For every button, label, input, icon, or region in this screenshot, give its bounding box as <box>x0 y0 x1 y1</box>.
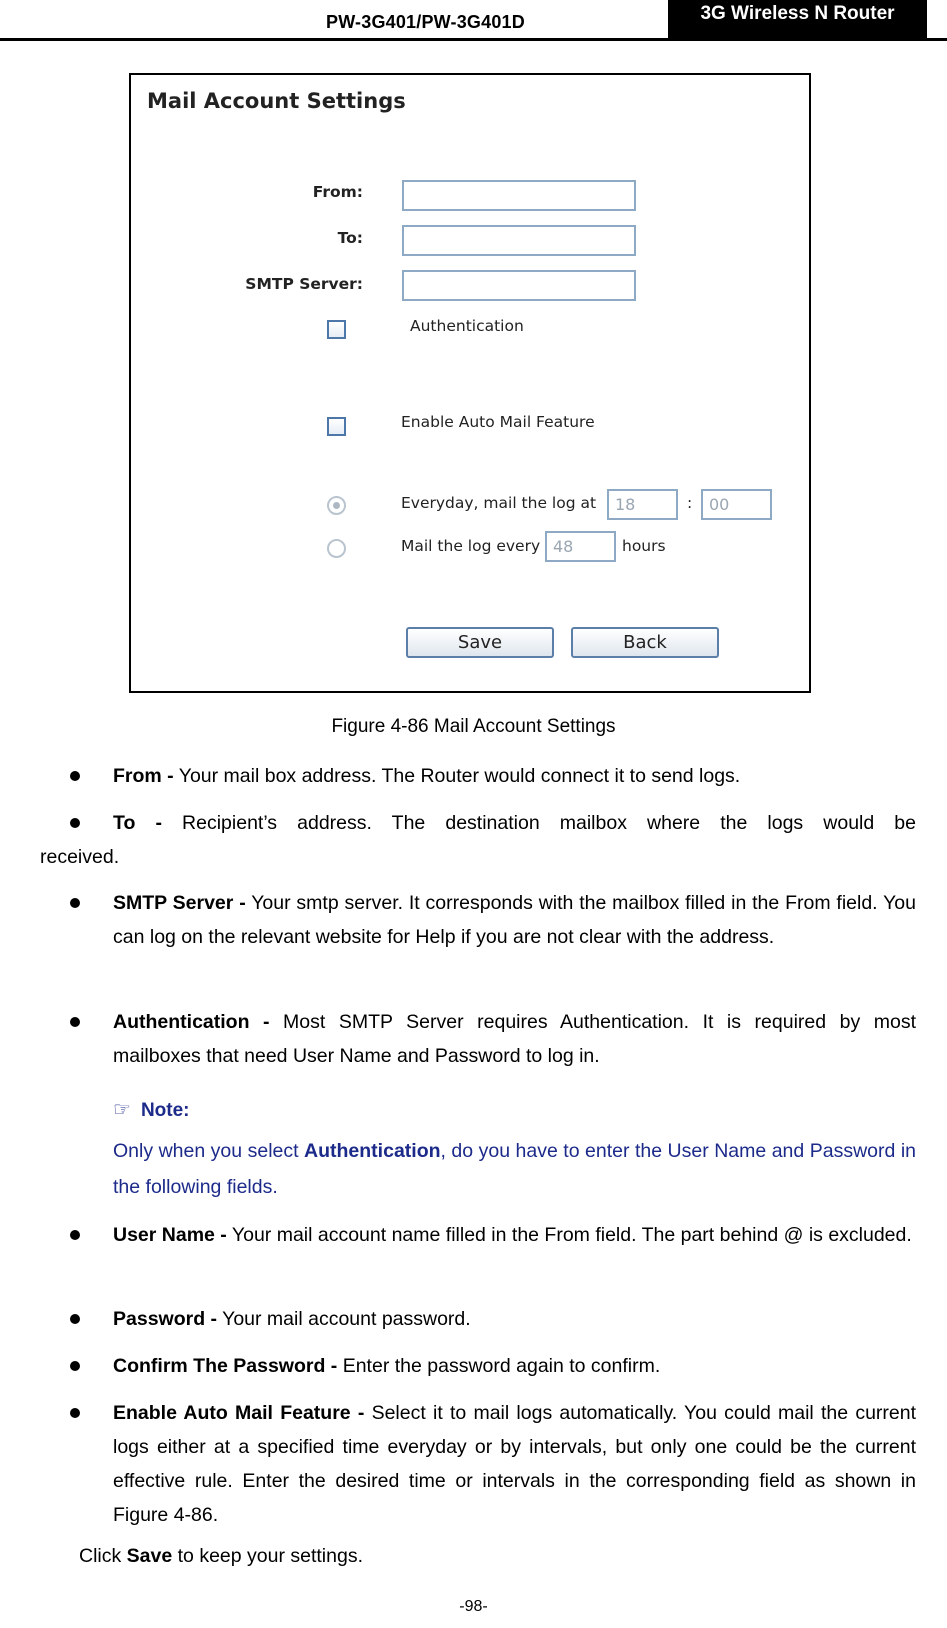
click-text: Click <box>79 1545 127 1567</box>
term-password: Password - <box>113 1308 218 1330</box>
back-button[interactable]: Back <box>571 627 719 658</box>
hours-label: hours <box>622 537 666 555</box>
header-product-tab <box>668 0 927 38</box>
authentication-checkbox[interactable] <box>327 320 346 339</box>
bullet <box>70 818 80 828</box>
mail-account-settings-panel <box>129 73 811 693</box>
term-smtp: SMTP Server - <box>113 892 246 914</box>
item-password <box>113 1302 916 1336</box>
desc-confirm-password: Enter the password again to confirm. <box>337 1355 661 1377</box>
term-to: To - <box>113 812 162 834</box>
note-heading <box>113 1097 190 1122</box>
panel-title: Mail Account Settings <box>147 89 406 113</box>
minute-input[interactable] <box>701 489 772 520</box>
bullet <box>70 1361 80 1371</box>
smtp-server-label: SMTP Server: <box>245 275 363 293</box>
term-confirm-password: Confirm The Password - <box>113 1355 338 1377</box>
desc-authentication: Most SMTP Server requires Authentication. It is required by most mailboxes that need User Name and Password to log in. <box>113 1011 916 1067</box>
auto-mail-checkbox[interactable] <box>327 417 346 436</box>
note-text <box>113 1133 916 1205</box>
note-title: Note: <box>140 1100 190 1121</box>
desc-from: Your mail box address. The Router would connect it to send logs. <box>173 765 741 787</box>
interval-label: Mail the log every <box>401 537 541 555</box>
item-smtp <box>113 886 916 954</box>
header-product: 3G Wireless N Router <box>700 3 895 24</box>
bullet <box>70 1017 80 1027</box>
note-text-part: , do you have to enter the User Name and Password in the following fields. <box>113 1140 917 1198</box>
to-label: To: <box>337 229 363 247</box>
item-user-name <box>113 1218 916 1252</box>
bullet <box>70 898 80 908</box>
time-colon: : <box>687 494 693 512</box>
hour-input[interactable] <box>607 489 678 520</box>
click-save-instruction <box>79 1545 363 1568</box>
interval-input[interactable] <box>545 531 616 562</box>
desc-smtp: Your smtp server. It corresponds with the mailbox filled in the From field. You can log on the relevant website for Help if you are not clear with the address. <box>113 892 916 948</box>
header-divider <box>666 3 668 38</box>
everyday-radio[interactable] <box>327 496 346 515</box>
from-label: From: <box>312 183 363 201</box>
header-model: PW-3G401/PW-3G401D <box>326 12 525 32</box>
auto-mail-label: Enable Auto Mail Feature <box>401 413 595 431</box>
bullet <box>70 1408 80 1418</box>
figure-caption: Figure 4-86 Mail Account Settings <box>331 716 616 737</box>
item-auto-mail <box>113 1396 916 1532</box>
item-authentication <box>113 1005 916 1073</box>
to-input[interactable] <box>402 225 636 256</box>
item-to-continuation: received. <box>40 846 120 868</box>
note-text-bold: Authentication <box>304 1140 441 1162</box>
desc-auto-mail: Select it to mail logs automatically. You could mail the current logs either at a specified time everyday or by intervals, but only one could be the current effective rule. Enter the desired time or intervals in the corresponding field as shown in Figure 4-86. <box>113 1402 917 1526</box>
term-from: From - <box>113 765 174 787</box>
bullet <box>70 771 80 781</box>
smtp-server-input[interactable] <box>402 270 636 301</box>
page-number: -98- <box>459 1598 488 1615</box>
page-header <box>0 0 947 42</box>
click-save-bold: Save <box>126 1545 173 1567</box>
header-rule <box>0 38 947 41</box>
click-text: to keep your settings. <box>172 1545 363 1567</box>
desc-to: Recipient’s address. The destination mailbox where the logs would be <box>161 812 916 834</box>
desc-password: Your mail account password. <box>217 1308 471 1330</box>
pointing-hand-icon: ☞ <box>113 1099 131 1121</box>
item-to <box>113 806 916 840</box>
interval-radio[interactable] <box>327 539 346 558</box>
desc-user-name: Your mail account name filled in the From field. The part behind @ is excluded. <box>226 1224 912 1246</box>
bullet <box>70 1230 80 1240</box>
from-input[interactable] <box>402 180 636 211</box>
everyday-label: Everyday, mail the log at <box>401 494 597 512</box>
authentication-label: Authentication <box>410 317 524 335</box>
term-user-name: User Name - <box>113 1224 227 1246</box>
note-text-part: Only when you select <box>113 1140 305 1162</box>
term-authentication: Authentication - <box>113 1011 270 1033</box>
item-confirm-password <box>113 1349 916 1383</box>
bullet <box>70 1314 80 1324</box>
term-auto-mail: Enable Auto Mail Feature - <box>113 1402 365 1424</box>
save-button[interactable]: Save <box>406 627 554 658</box>
item-from <box>113 759 916 793</box>
